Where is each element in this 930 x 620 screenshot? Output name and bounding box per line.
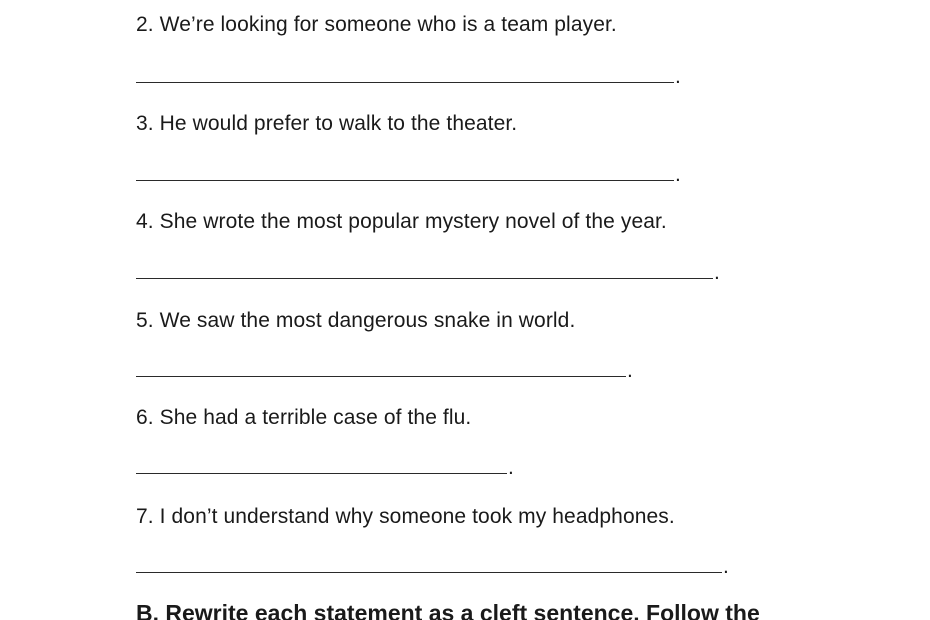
answer-blank[interactable]: [136, 455, 507, 474]
answer-blank[interactable]: [136, 64, 674, 83]
answer-period: .: [508, 456, 514, 479]
question-3: 3. He would prefer to walk to the theater.: [136, 112, 518, 135]
answer-line-3[interactable]: [136, 162, 681, 188]
answer-blank[interactable]: [136, 260, 713, 279]
answer-period: .: [714, 261, 720, 284]
answer-line-5[interactable]: [136, 358, 633, 384]
answer-line-6[interactable]: [136, 455, 514, 481]
answer-line-4[interactable]: [136, 260, 720, 286]
answer-blank[interactable]: [136, 554, 722, 573]
answer-period: .: [675, 65, 681, 88]
answer-blank[interactable]: [136, 162, 674, 181]
question-6: 6. She had a terrible case of the flu.: [136, 406, 472, 429]
question-7: 7. I don’t understand why someone took my headphones.: [136, 505, 675, 528]
answer-line-2[interactable]: [136, 64, 681, 90]
answer-period: .: [675, 163, 681, 186]
section-b-heading: B. Rewrite each statement as a cleft sentence. Follow the: [136, 600, 760, 620]
answer-blank[interactable]: [136, 358, 626, 377]
answer-line-7[interactable]: [136, 554, 729, 580]
question-2: 2. We’re looking for someone who is a team player.: [136, 13, 617, 36]
answer-period: .: [723, 555, 729, 578]
question-5: 5. We saw the most dangerous snake in world.: [136, 309, 576, 332]
question-4: 4. She wrote the most popular mystery novel of the year.: [136, 210, 667, 233]
answer-period: .: [627, 359, 633, 382]
